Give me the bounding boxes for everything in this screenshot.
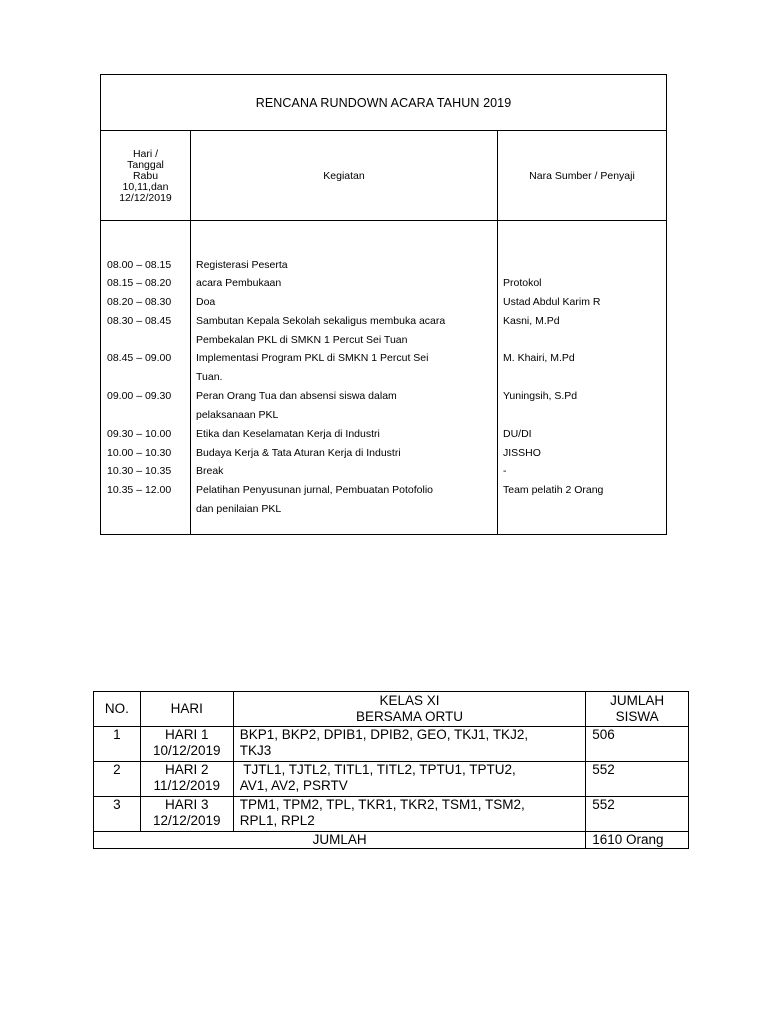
header-hari-line: Tanggal (127, 159, 164, 171)
time-slot: 09.30 – 10.00 (107, 428, 172, 440)
time-slot: 08.15 – 08.20 (107, 277, 172, 289)
kegiatan-line: Peran Orang Tua dan absensi siswa dalam (196, 390, 397, 402)
row-kelas-line: RPL1, RPL2 (239, 813, 315, 828)
row-kelas (233, 727, 586, 762)
narasumber-line: Protokol (503, 277, 542, 289)
total-row (94, 832, 689, 849)
table-row (94, 762, 689, 797)
kegiatan-line: Etika dan Keselamatan Kerja di Industri (196, 428, 380, 440)
table-row (94, 797, 689, 832)
narasumber-line: Team pelatih 2 Orang (503, 484, 604, 496)
rundown-table (100, 74, 667, 535)
header-kegiatan: Kegiatan (191, 131, 498, 220)
total-value: 1610 Orang (586, 832, 689, 849)
row-kelas-line: BKP1, BKP2, DPIB1, DPIB2, GEO, TKJ1, TKJ2, (239, 727, 529, 742)
header-hari-tanggal (101, 131, 191, 220)
time-slot: 09.00 – 09.30 (107, 390, 172, 402)
row-jumlah: 552 (586, 762, 689, 797)
kegiatan-line: dan penilaian PKL (196, 503, 282, 515)
kelas-header-row (94, 692, 689, 727)
kegiatan-line: Pembekalan PKL di SMKN 1 Percut Sei Tuan (196, 334, 408, 346)
header-hari-line: Hari / (132, 148, 159, 160)
narasumber-line: DU/DI (503, 428, 532, 440)
table-row (94, 727, 689, 762)
row-kelas-line: TJTL1, TJTL2, TITL1, TITL2, TPTU1, TPTU2, (239, 762, 516, 777)
kelas-table (93, 691, 689, 849)
header-no: NO. (94, 692, 141, 727)
row-tanggal: 10/12/2019 (152, 743, 221, 758)
kegiatan-line: acara Pembukaan (196, 277, 282, 289)
row-kelas (233, 762, 586, 797)
narasumber-line: Kasni, M.Pd (503, 315, 560, 327)
row-jumlah: 552 (586, 797, 689, 832)
total-label: JUMLAH (94, 832, 586, 849)
header-jumlah-line: SISWA (615, 709, 659, 724)
row-tanggal: 11/12/2019 (153, 778, 221, 793)
header-hari-line: 10,11,dan (122, 181, 169, 193)
time-slot: 08.30 – 08.45 (107, 315, 172, 327)
header-jumlah (586, 692, 689, 727)
header-hari: HARI (140, 692, 233, 727)
kegiatan-column (191, 221, 498, 534)
header-hari-line: 12/12/2019 (119, 192, 172, 204)
row-hari (140, 797, 233, 832)
narasumber-line: M. Khairi, M.Pd (503, 352, 575, 364)
kegiatan-line: Tuan. (196, 371, 223, 383)
kegiatan-line: Pelatihan Penyusunan jurnal, Pembuatan Potofolio (196, 484, 433, 496)
row-hari-label: HARI 2 (165, 762, 209, 777)
row-no: 3 (94, 797, 141, 832)
time-slot: 10.30 – 10.35 (107, 465, 172, 477)
narasumber-line: JISSHO (503, 447, 541, 459)
header-kelas-line: KELAS XI (379, 693, 440, 708)
kegiatan-line: Sambutan Kepala Sekolah sekaligus membuka acara (196, 315, 446, 327)
row-tanggal: 12/12/2019 (152, 813, 221, 828)
row-no: 2 (94, 762, 141, 797)
time-column (101, 221, 191, 534)
kegiatan-line: pelaksanaan PKL (196, 409, 279, 421)
row-kelas-line: TPM1, TPM2, TPL, TKR1, TKR2, TSM1, TSM2, (239, 797, 525, 812)
row-hari-label: HARI 3 (165, 797, 209, 812)
time-slot: 08.00 – 08.15 (107, 259, 172, 271)
header-jumlah-line: JUMLAH (610, 693, 665, 708)
time-slot: 10.35 – 12.00 (107, 484, 172, 496)
row-kelas (233, 797, 586, 832)
header-nara-sumber: Nara Sumber / Penyaji (529, 169, 635, 182)
time-slot: 08.20 – 08.30 (107, 296, 172, 308)
time-slot: 08.45 – 09.00 (107, 352, 172, 364)
row-kelas-line: AV1, AV2, PSRTV (239, 778, 348, 793)
header-hari-line: Rabu (132, 170, 159, 182)
row-hari (140, 727, 233, 762)
row-kelas-line: TKJ3 (239, 743, 272, 758)
time-slot: 10.00 – 10.30 (107, 447, 172, 459)
narasumber-line: - (503, 465, 507, 477)
row-no: 1 (94, 727, 141, 762)
rundown-header-row (101, 131, 666, 221)
row-jumlah: 506 (586, 727, 689, 762)
header-kelas-line: BERSAMA ORTU (355, 709, 463, 724)
narasumber-column (498, 221, 666, 534)
narasumber-line: Ustad Abdul Karim R (503, 296, 601, 308)
kegiatan-line: Registerasi Peserta (196, 259, 288, 271)
kegiatan-line: Implementasi Program PKL di SMKN 1 Percut Sei (196, 352, 429, 364)
kegiatan-line: Budaya Kerja & Tata Aturan Kerja di Industri (196, 447, 401, 459)
narasumber-line: Yuningsih, S.Pd (503, 390, 578, 402)
row-hari (140, 762, 233, 797)
kegiatan-line: Break (196, 465, 224, 477)
header-kelas (233, 692, 586, 727)
row-hari-label: HARI 1 (165, 727, 209, 742)
rundown-title: RENCANA RUNDOWN ACARA TAHUN 2019 (101, 75, 666, 131)
rundown-body (101, 221, 666, 534)
kegiatan-line: Doa (196, 296, 216, 308)
